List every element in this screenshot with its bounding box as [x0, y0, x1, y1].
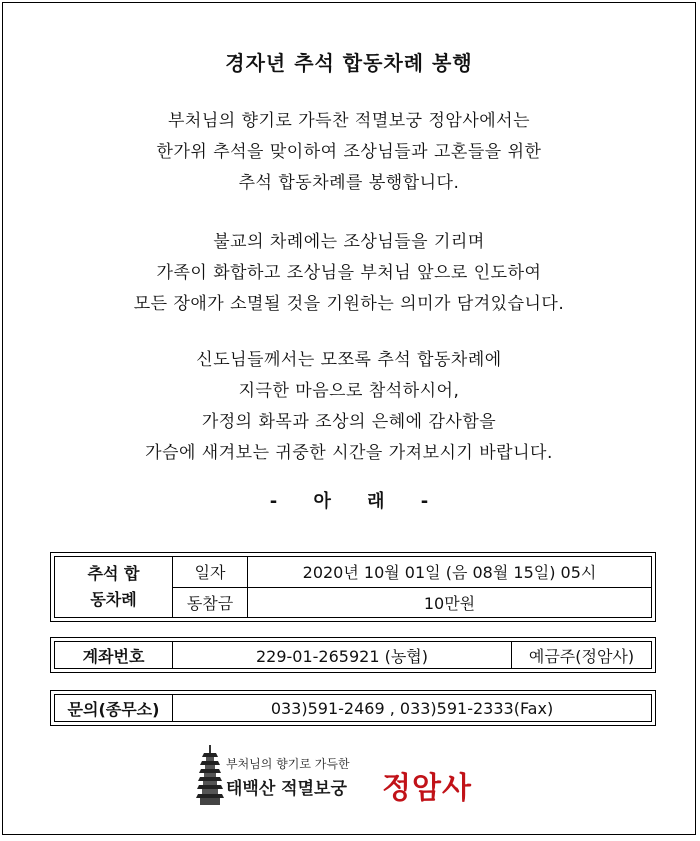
account-holder: 예금주(정암사)	[512, 642, 652, 669]
paragraph-line: 한가위 추석을 맞이하여 조상님들과 고혼들을 위한	[156, 142, 542, 162]
paragraph-2	[3, 227, 695, 320]
fee-key: 동참금	[173, 587, 248, 618]
paragraph-3	[3, 345, 695, 469]
account-table	[50, 637, 656, 673]
event-table	[50, 552, 656, 622]
contact-label: 문의(종무소)	[55, 695, 173, 722]
notice-page	[2, 2, 696, 835]
paragraph-line: 모든 장애가 소멸될 것을 기원하는 의미가 담겨있습니다.	[133, 294, 565, 314]
paragraph-line: 지극한 마음으로 참석하시어,	[238, 381, 460, 401]
date-value: 2020년 10월 01일 (음 08월 15일) 05시	[248, 557, 652, 588]
paragraph-line: 가정의 화목과 조상의 은혜에 감사함을	[201, 412, 497, 432]
contact-phones: 033)591-2469 , 033)591-2333(Fax)	[173, 695, 652, 722]
temple-slogan: 부처님의 향기로 가득한	[226, 757, 350, 771]
account-label: 계좌번호	[55, 642, 173, 669]
paragraph-line: 신도님들께서는 모쪼록 추석 합동차례에	[196, 350, 502, 370]
paragraph-line: 가족이 화합하고 조상님을 부처님 앞으로 인도하여	[156, 263, 542, 283]
account-number: 229-01-265921 (농협)	[173, 642, 512, 669]
contact-table	[50, 690, 656, 726]
notice-title: 경자년 추석 합동차례 봉행	[225, 51, 473, 75]
fee-value: 10만원	[248, 587, 652, 618]
temple-name: 정암사	[382, 771, 472, 806]
paragraph-line: 추석 합동차례를 봉행합니다.	[238, 173, 460, 193]
pagoda-icon	[196, 745, 224, 807]
event-label: 추석 합동차례	[55, 557, 173, 618]
date-key: 일자	[173, 557, 248, 588]
details-heading: - 아 래 -	[269, 491, 429, 512]
paragraph-1	[3, 106, 695, 199]
paragraph-line: 불교의 차례에는 조상님들을 기리며	[213, 232, 485, 252]
paragraph-line: 가슴에 새겨보는 귀중한 시간을 가져보시기 바랍니다.	[145, 443, 553, 463]
temple-logo	[196, 745, 496, 807]
temple-main: 태백산 적멸보궁	[226, 779, 347, 799]
paragraph-line: 부처님의 향기로 가득찬 적멸보궁 정암사에서는	[167, 111, 531, 131]
